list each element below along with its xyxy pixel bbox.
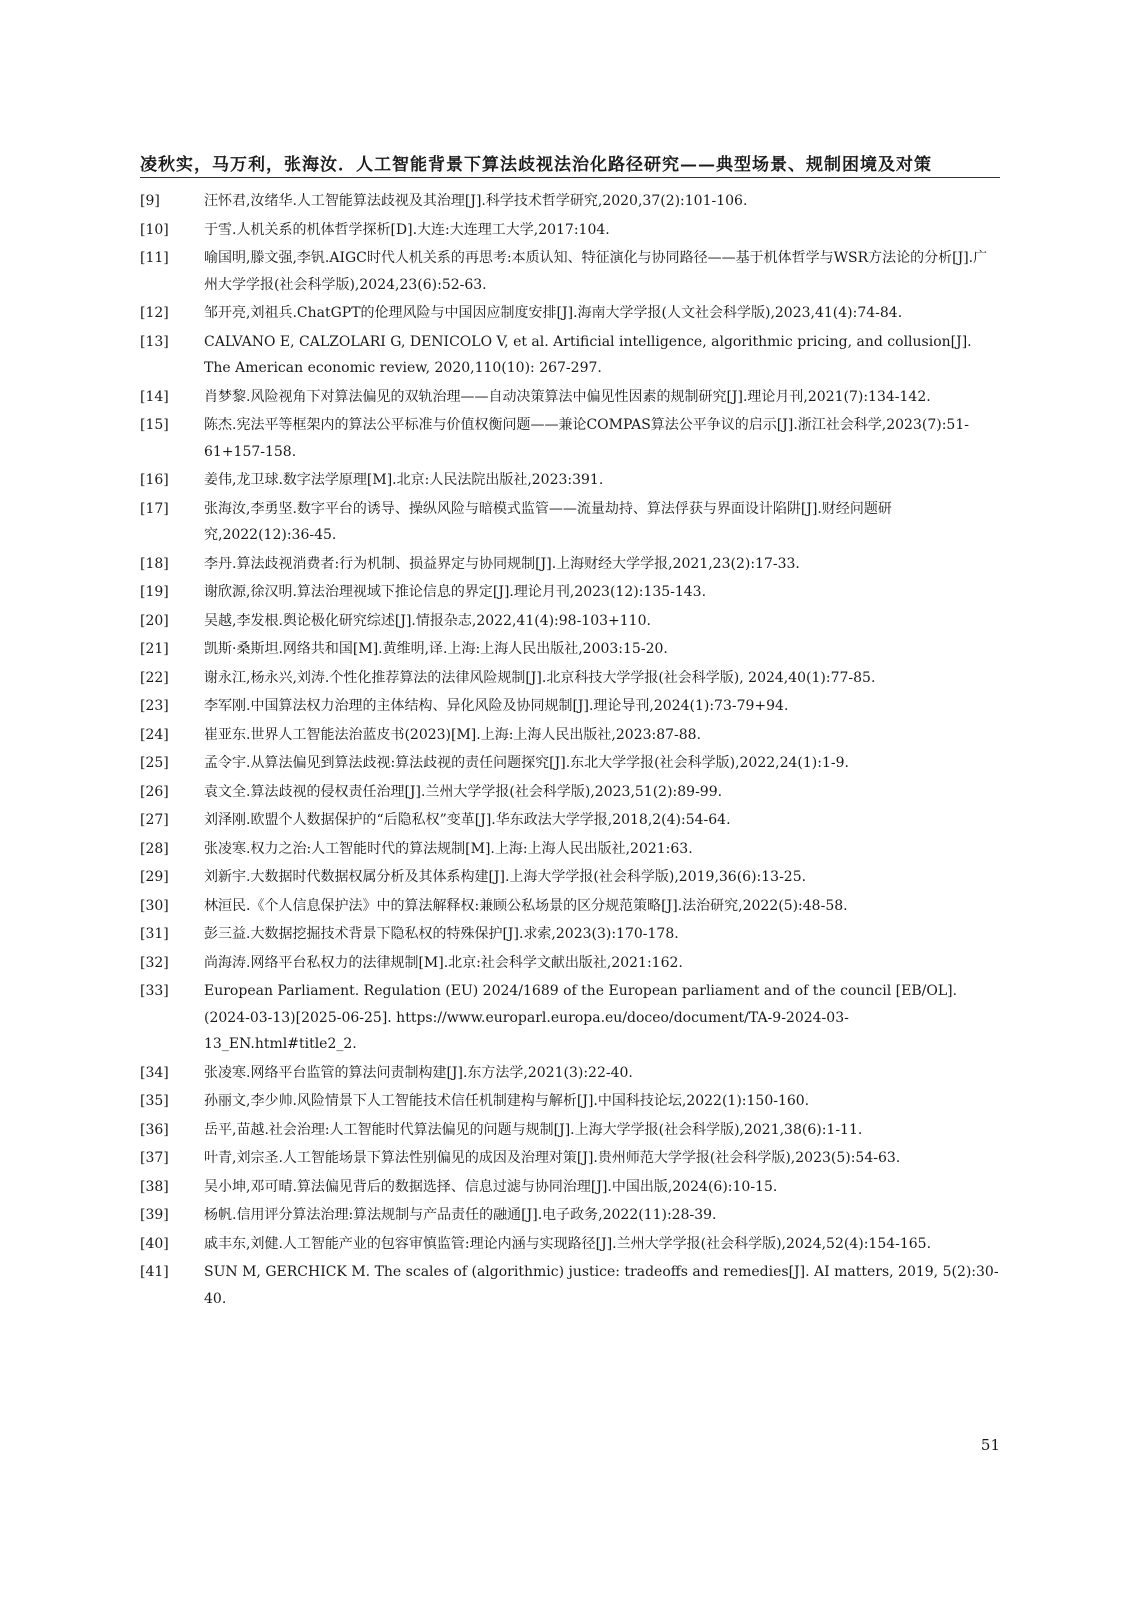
reference-text: 陈杰.宪法平等框架内的算法公平标准与价值权衡问题——兼论COMPAS算法公平争议的启示[J].浙江社会科学,2023(7):51-61+157-158. [204, 417, 969, 460]
reference-number: [36] [140, 1121, 169, 1138]
reference-number: [14] [140, 388, 169, 405]
reference-number: [23] [140, 698, 169, 714]
reference-text: 叶青,刘宗圣.人工智能场景下算法性别偏见的成因及治理对策[J].贵州师范大学学报(社会科学版),2023(5):54-63. [204, 1150, 901, 1166]
reference-number: [13] [140, 333, 169, 350]
reference-text: 谢欣源,徐汉明.算法治理视域下推论信息的界定[J].理论月刊,2023(12):135-143. [204, 584, 707, 600]
reference-item [140, 579, 1000, 606]
reference-item [140, 300, 1000, 327]
reference-number: [35] [140, 1093, 169, 1109]
reference-text: 姜伟,龙卫球.数字法学原理[M].北京:人民法院出版社,2023:391. [204, 472, 604, 488]
reference-item [140, 245, 1000, 298]
reference-number: [38] [140, 1178, 169, 1195]
reference-text: 张海汝,李勇坚.数字平台的诱导、操纵风险与暗模式监管——流量劫持、算法俘获与界面设计陷阱[J].财经问题研究,2022(12):36-45. [204, 500, 892, 543]
reference-item [140, 750, 1000, 777]
reference-item [140, 722, 1000, 749]
reference-number: [10] [140, 221, 169, 238]
reference-number: [27] [140, 812, 169, 828]
reference-item [140, 807, 1000, 834]
reference-item [140, 1088, 1000, 1115]
reference-item [140, 1259, 1000, 1312]
reference-item [140, 608, 1000, 635]
reference-number: [26] [140, 783, 169, 800]
reference-item [140, 217, 1000, 244]
reference-number: [21] [140, 641, 169, 657]
reference-text: 于雪.人机关系的机体哲学探析[D].大连:大连理工大学,2017:104. [204, 221, 610, 238]
reference-text: 刘泽刚.欧盟个人数据保护的“后隐私权”变革[J].华东政法大学学报,2018,2(4):54-64. [204, 812, 731, 828]
reference-text: 李丹.算法歧视消费者:行为机制、损益界定与协同规制[J].上海财经大学学报,2021,23(2):17-33. [204, 555, 800, 572]
reference-number: [32] [140, 954, 169, 971]
reference-text: CALVANO E, CALZOLARI G, DENICOLO V, et al. Artificial intelligence, algorithmic pricing, and collusion[J]. The American economic review, 2020,110(10): 267-297. [204, 333, 972, 376]
reference-item [140, 978, 1000, 1058]
reference-text: 喻国明,滕文强,李钒.AIGC时代人机关系的再思考:本质认知、特征演化与协同路径——基于机体哲学与WSR方法论的分析[J].广州大学学报(社会科学版),2024,23(6):52-63. [204, 250, 988, 293]
reference-item [140, 1060, 1000, 1087]
reference-text: 邹开亮,刘祖兵.ChatGPT的伦理风险与中国因应制度安排[J].海南大学学报(人文社会科学版),2023,41(4):74-84. [204, 305, 903, 321]
header-rule [140, 177, 1000, 178]
reference-number: [22] [140, 669, 169, 686]
reference-number: [11] [140, 250, 169, 266]
reference-number: [31] [140, 926, 169, 942]
reference-item [140, 1202, 1000, 1229]
reference-text: 杨帆.信用评分算法治理:算法规制与产品责任的融通[J].电子政务,2022(11):28-39. [204, 1207, 717, 1223]
reference-text: 肖梦黎.风险视角下对算法偏见的双轨治理——自动决策算法中偏见性因素的规制研究[J].理论月刊,2021(7):134-142. [204, 388, 931, 405]
running-header: 凌秋实，马万利，张海汝．人工智能背景下算法歧视法治化路径研究——典型场景、规制困境及对策 [140, 155, 932, 175]
reference-number: [25] [140, 755, 169, 771]
reference-text: 孙丽文,李少帅.风险情景下人工智能技术信任机制建构与解析[J].中国科技论坛,2022(1):150-160. [204, 1093, 810, 1109]
reference-item [140, 636, 1000, 663]
reference-text: 崔亚东.世界人工智能法治蓝皮书(2023)[M].上海:上海人民出版社,2023:87-88. [204, 726, 702, 743]
reference-item [140, 551, 1000, 578]
reference-item [140, 921, 1000, 948]
reference-number: [34] [140, 1064, 169, 1081]
reference-item [140, 893, 1000, 920]
reference-text: 岳平,苗越.社会治理:人工智能时代算法偏见的问题与规制[J].上海大学学报(社会科学版),2021,38(6):1-11. [204, 1121, 863, 1138]
reference-text: 吴越,李发根.舆论极化研究综述[J].情报杂志,2022,41(4):98-103+110. [204, 612, 651, 629]
reference-item [140, 384, 1000, 411]
reference-number: [37] [140, 1150, 169, 1166]
reference-text: European Parliament. Regulation (EU) 2024/1689 of the European parliament and of the council [EB/OL].(2024-03-13)[2025-06-25]. https://www.europarl.europa.eu/doceo/document/TA-9-2024-03-13_EN.html#title2_2. [204, 983, 958, 1052]
reference-item [140, 693, 1000, 720]
reference-text: 李军刚.中国算法权力治理的主体结构、异化风险及协同规制[J].理论导刊,2024(1):73-79+94. [204, 698, 789, 714]
reference-number: [19] [140, 584, 169, 600]
reference-number: [12] [140, 305, 169, 321]
reference-item [140, 412, 1000, 465]
reference-item [140, 665, 1000, 692]
reference-number: [24] [140, 726, 169, 743]
reference-number: [39] [140, 1207, 169, 1223]
reference-text: 尚海涛.网络平台私权力的法律规制[M].北京:社会科学文献出版社,2021:162. [204, 954, 683, 971]
reference-item [140, 836, 1000, 863]
reference-item [140, 864, 1000, 891]
reference-list [140, 188, 1000, 1314]
reference-text: 吴小坤,邓可晴.算法偏见背后的数据选择、信息过滤与协同治理[J].中国出版,2024(6):10-15. [204, 1178, 778, 1195]
reference-number: [30] [140, 897, 169, 914]
reference-number: [40] [140, 1235, 169, 1252]
reference-item [140, 496, 1000, 549]
reference-item [140, 467, 1000, 494]
reference-number: [28] [140, 840, 169, 857]
reference-number: [17] [140, 500, 169, 517]
page-number: 51 [980, 1436, 1000, 1454]
reference-item [140, 329, 1000, 382]
reference-text: SUN M, GERCHICK M. The scales of (algorithmic) justice: tradeoffs and remedies[J]. AI matters, 2019, 5(2):30-40. [204, 1264, 999, 1307]
reference-text: 张凌寒.权力之治:人工智能时代的算法规制[M].上海:上海人民出版社,2021:63. [204, 840, 693, 857]
reference-number: [15] [140, 417, 169, 433]
reference-item [140, 1174, 1000, 1201]
reference-item [140, 950, 1000, 977]
reference-number: [16] [140, 472, 169, 488]
reference-number: [33] [140, 983, 169, 999]
reference-text: 林洹民.《个人信息保护法》中的算法解释权:兼顾公私场景的区分规范策略[J].法治研究,2022(5):48-58. [204, 897, 848, 914]
reference-text: 彭三益.大数据挖掘技术背景下隐私权的特殊保护[J].求索,2023(3):170-178. [204, 926, 679, 942]
reference-number: [18] [140, 555, 169, 572]
reference-item [140, 1117, 1000, 1144]
reference-text: 凯斯·桑斯坦.网络共和国[M].黄维明,译.上海:上海人民出版社,2003:15-20. [204, 641, 668, 657]
reference-item [140, 779, 1000, 806]
reference-item [140, 1145, 1000, 1172]
reference-text: 张凌寒.网络平台监管的算法问责制构建[J].东方法学,2021(3):22-40. [204, 1064, 633, 1081]
reference-text: 戚丰东,刘健.人工智能产业的包容审慎监管:理论内涵与实现路径[J].兰州大学学报(社会科学版),2024,52(4):154-165. [204, 1235, 932, 1252]
reference-text: 汪怀君,汝绪华.人工智能算法歧视及其治理[J].科学技术哲学研究,2020,37(2):101-106. [204, 193, 748, 209]
reference-number: [20] [140, 612, 169, 629]
reference-number: [29] [140, 869, 169, 885]
reference-number: [41] [140, 1264, 169, 1280]
reference-text: 孟令宇.从算法偏见到算法歧视:算法歧视的责任问题探究[J].东北大学学报(社会科学版),2022,24(1):1-9. [204, 755, 849, 771]
reference-text: 谢永江,杨永兴,刘涛.个性化推荐算法的法律风险规制[J].北京科技大学学报(社会科学版), 2024,40(1):77-85. [204, 669, 876, 686]
reference-item [140, 1231, 1000, 1258]
reference-text: 袁文全.算法歧视的侵权责任治理[J].兰州大学学报(社会科学版),2023,51(2):89-99. [204, 783, 723, 800]
reference-number: [9] [140, 193, 160, 209]
reference-item [140, 188, 1000, 215]
reference-text: 刘新宇.大数据时代数据权属分析及其体系构建[J].上海大学学报(社会科学版),2019,36(6):13-25. [204, 869, 807, 885]
